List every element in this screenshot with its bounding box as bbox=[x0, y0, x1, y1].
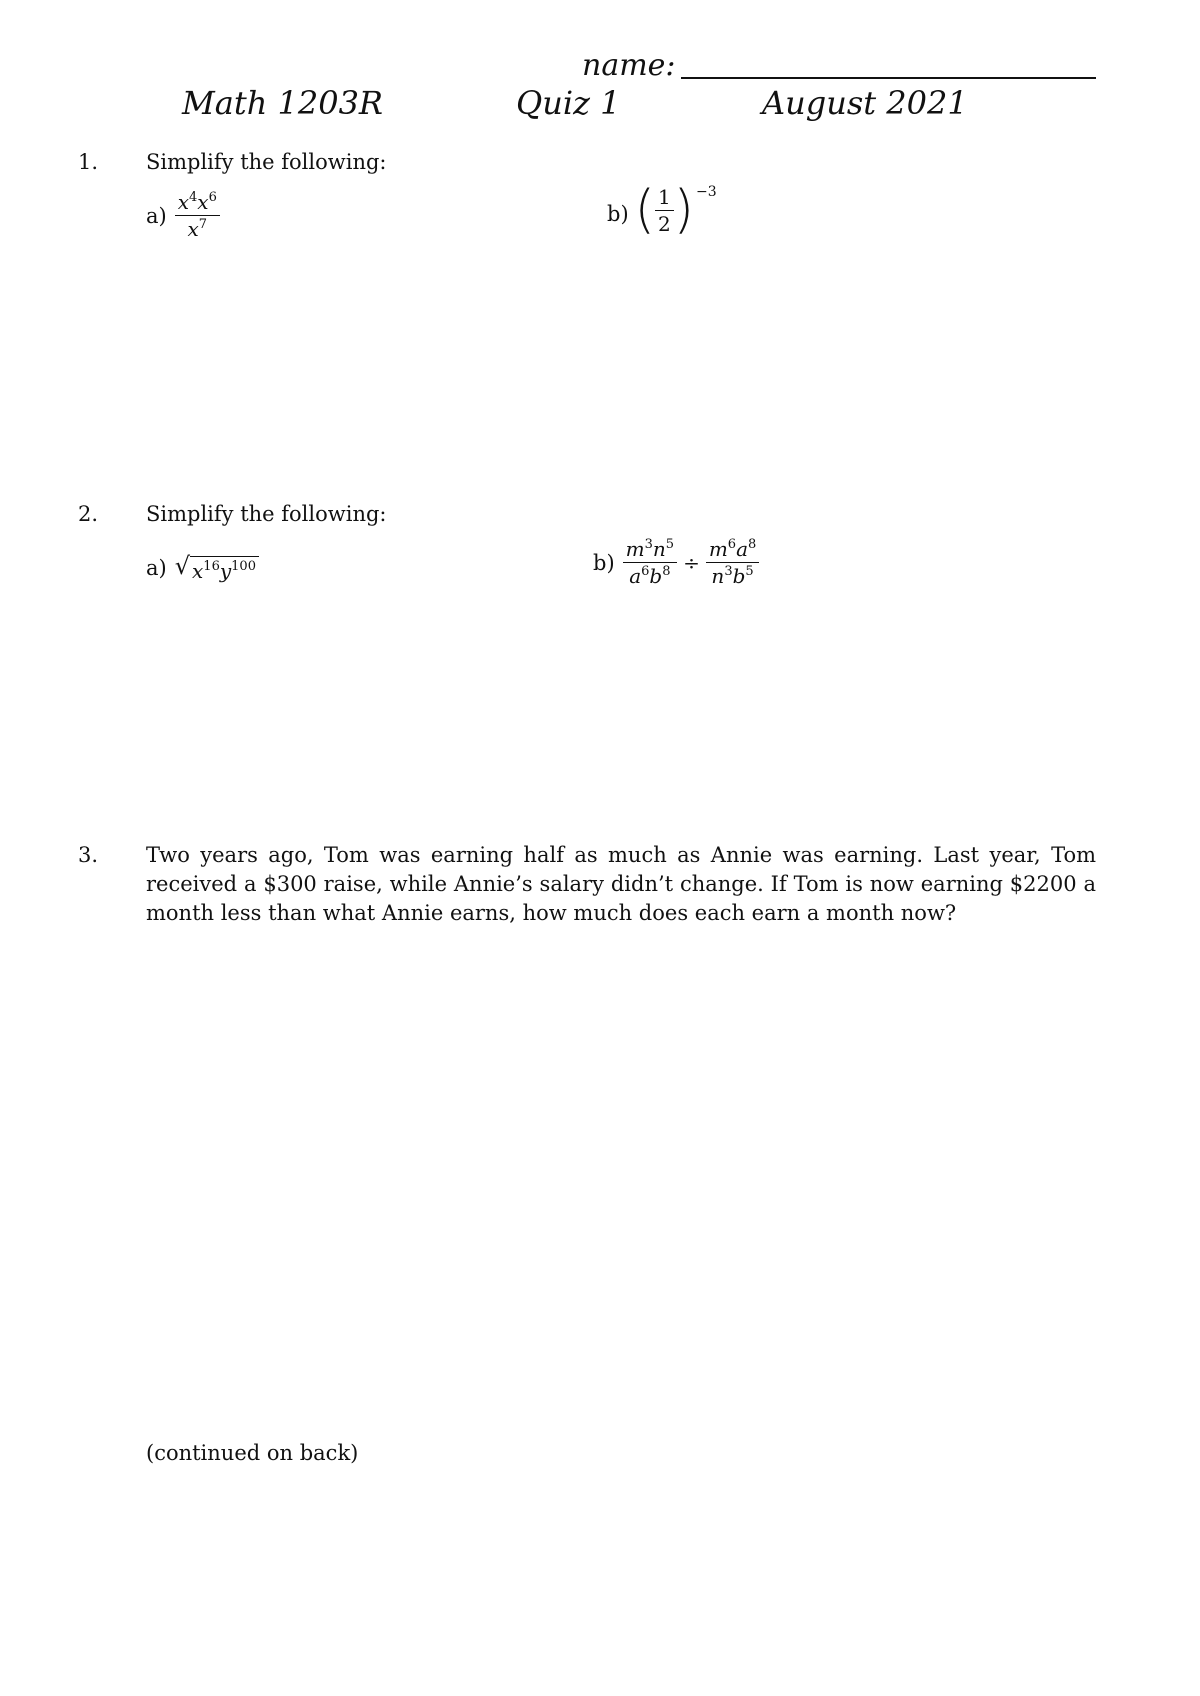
quiz-date: August 2021 bbox=[762, 84, 968, 122]
q2b-f1-num-base1: m bbox=[625, 537, 645, 561]
q2b-f2-den-base1: n bbox=[711, 564, 725, 588]
q1a-num-base1: x bbox=[177, 190, 189, 214]
q2a-base2: y bbox=[219, 559, 232, 583]
question-2b-fraction-2 bbox=[706, 538, 759, 587]
question-3-number: 3. bbox=[78, 843, 99, 867]
q2b-f1-den-base2: b bbox=[649, 564, 663, 588]
question-1a-label: a) bbox=[146, 203, 167, 228]
quiz-title: Quiz 1 bbox=[516, 84, 621, 122]
question-1-prompt: Simplify the following: bbox=[146, 150, 387, 174]
q2b-f2-den-exp2: 5 bbox=[745, 564, 754, 579]
question-2-number: 2. bbox=[78, 502, 99, 526]
q1a-den-exp: 7 bbox=[198, 217, 208, 232]
question-1b bbox=[607, 180, 717, 240]
right-paren: ) bbox=[673, 180, 694, 240]
question-2b bbox=[593, 538, 759, 587]
q2b-f2-den-base2: b bbox=[732, 564, 746, 588]
q2b-f2-num-exp1: 6 bbox=[727, 537, 737, 552]
question-2a-label: a) bbox=[146, 556, 167, 580]
radicand bbox=[190, 556, 259, 583]
question-3-text: Two years ago, Tom was earning half as much as Annie was earning. Last year, Tom received a $300 raise, while Annie’s salary didn’t change. If Tom is now earning $2200 a month less than what Annie earns, how much does each earn a month now? bbox=[146, 843, 1096, 925]
q2b-f2-den-exp1: 3 bbox=[724, 564, 733, 579]
q1b-den: 2 bbox=[657, 211, 671, 236]
radical-sign-icon: √ bbox=[174, 552, 191, 580]
square-root bbox=[175, 553, 259, 583]
q2b-f1-num-exp1: 3 bbox=[644, 537, 653, 552]
left-paren: ( bbox=[634, 180, 655, 240]
continued-note: (continued on back) bbox=[146, 1441, 359, 1465]
q2b-f2-num-base2: a bbox=[736, 537, 749, 561]
q2a-exp1: 16 bbox=[203, 559, 220, 574]
q2a-base1: x bbox=[192, 559, 204, 583]
q2a-exp2: 100 bbox=[231, 559, 256, 574]
question-1a-fraction bbox=[175, 191, 220, 240]
q1a-den-base: x bbox=[187, 217, 199, 241]
q2b-f1-den-base1: a bbox=[629, 564, 642, 588]
question-1-number: 1. bbox=[78, 150, 99, 174]
q1a-num-exp2: 6 bbox=[208, 190, 217, 205]
q2b-f1-den-exp2: 8 bbox=[662, 564, 671, 579]
question-2b-label: b) bbox=[593, 550, 615, 575]
division-operator: ÷ bbox=[683, 550, 700, 575]
question-2a bbox=[146, 553, 259, 583]
course-title: Math 1203R bbox=[182, 84, 384, 122]
q2b-f2-num-exp2: 8 bbox=[748, 537, 757, 552]
question-2b-fraction-1 bbox=[623, 538, 677, 587]
q2b-f1-den-exp1: 6 bbox=[641, 564, 650, 579]
q2b-f1-num-base2: n bbox=[652, 537, 666, 561]
name-label: name: bbox=[582, 48, 676, 83]
question-1b-fraction bbox=[655, 186, 674, 235]
question-2-prompt: Simplify the following: bbox=[146, 502, 387, 526]
question-1b-label: b) bbox=[607, 202, 629, 226]
q2b-f2-num-base1: m bbox=[708, 537, 728, 561]
q2b-f1-num-exp2: 5 bbox=[665, 537, 675, 552]
q1a-num-exp1: 4 bbox=[189, 190, 198, 205]
q1b-num: 1 bbox=[657, 184, 671, 209]
q1b-exponent: −3 bbox=[695, 184, 717, 200]
name-blank-line[interactable] bbox=[681, 77, 1096, 79]
question-1a bbox=[146, 191, 220, 240]
q1a-num-base2: x bbox=[197, 190, 209, 214]
